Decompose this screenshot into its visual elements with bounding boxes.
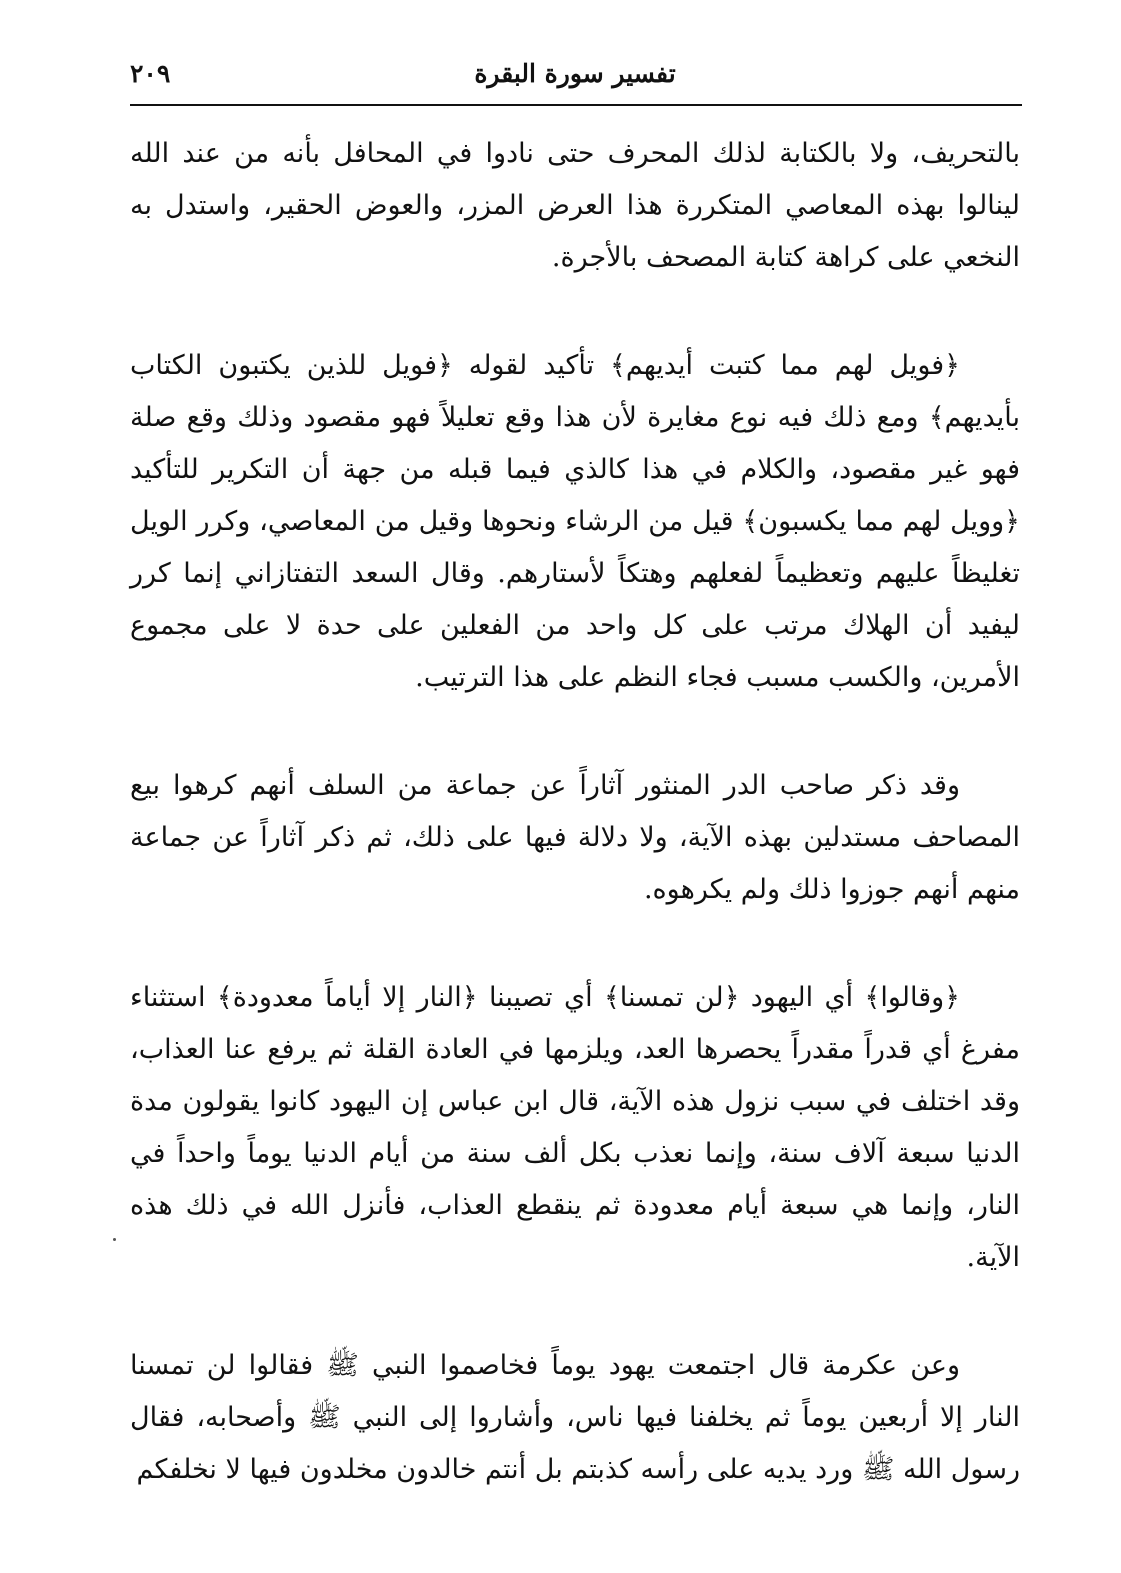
body-text (130, 128, 1020, 1496)
paragraph-4: ﴿وقالوا﴾ أي اليهود ﴿لن تمسنا﴾ أي تصيبنا ﴿النار إلا أياماً معدودة﴾ استثناء مفرغ أي قدراً مقدراً يحصرها العد، ويلزمها في العادة القلة ثم يرفع عنا العذاب، وقد اختلف في سبب نزول هذه الآية، قال ابن عباس إن اليهود كانوا يقولون مدة الدنيا سبعة آلاف سنة، وإنما نعذب بكل ألف سنة من أيام الدنيا يوماً واحداً في النار، وإنما هي سبعة أيام معدودة ثم ينقطع العذاب، فأنزل الله في ذلك هذه الآية. (130, 982, 1020, 1273)
page-header (130, 54, 1020, 104)
header-rule (130, 104, 1022, 106)
running-title: تفسير سورة البقرة (474, 59, 676, 88)
paragraph-1: بالتحريف، ولا بالكتابة لذلك المحرف حتى نادوا في المحافل بأنه من عند الله لينالوا بهذه المعاصي المتكررة هذا العرض المزر، والعوض الحقير، واستدل به النخعي على كراهة كتابة المصحف بالأجرة. (130, 138, 1020, 273)
page-number: ٢٠٩ (130, 59, 171, 88)
paragraph-2: ﴿فويل لهم مما كتبت أيديهم﴾ تأكيد لقوله ﴿فويل للذين يكتبون الكتاب بأيديهم﴾ ومع ذلك فيه نوع مغايرة لأن هذا وقع تعليلاً فهو مقصود وذلك وقع صلة فهو غير مقصود، والكلام في هذا كالذي فيما قبله من جهة أن التكرير للتأكيد ﴿وويل لهم مما يكسبون﴾ قيل من الرشاء ونحوها وقيل من المعاصي، وكرر الويل تغليظاً عليهم وتعظيماً لفعلهم وهتكاً لأستارهم. وقال السعد التفتازاني إنما كرر ليفيد أن الهلاك مرتب على كل واحد من الفعلين على حدة لا على مجموع الأمرين، والكسب مسبب فجاء النظم على هذا الترتيب. (130, 350, 1020, 693)
scan-speck (113, 1238, 116, 1241)
paragraph-5: وعن عكرمة قال اجتمعت يهود يوماً فخاصموا النبي ﷺ فقالوا لن تمسنا النار إلا أربعين يوماً ثم يخلفنا فيها ناس، وأشاروا إلى النبي ﷺ وأصحابه، فقال رسول الله ﷺ ورد يديه على رأسه كذبتم بل أنتم خالدون مخلدون فيها لا نخلفكم (130, 1350, 1020, 1485)
paragraph-3: وقد ذكر صاحب الدر المنثور آثاراً عن جماعة من السلف أنهم كرهوا بيع المصاحف مستدلين بهذه الآية، ولا دلالة فيها على ذلك، ثم ذكر آثاراً عن جماعة منهم أنهم جوزوا ذلك ولم يكرهوه. (130, 770, 1020, 905)
